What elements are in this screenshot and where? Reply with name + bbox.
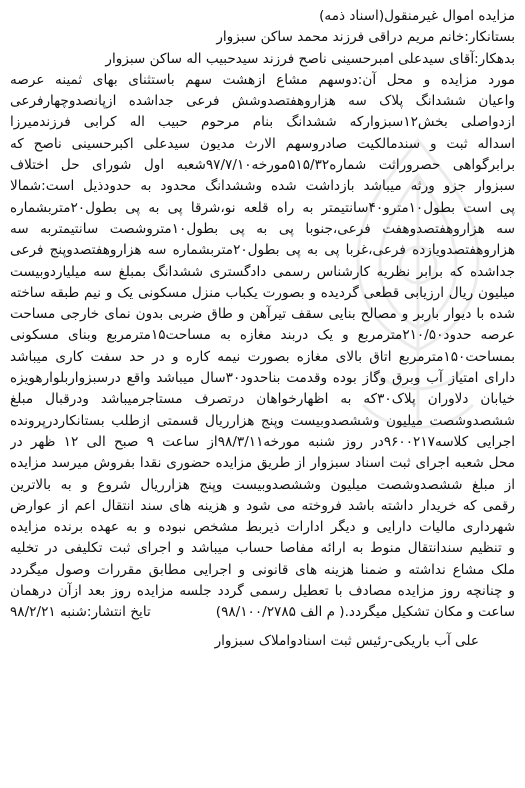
body-line: رقمی که خریدار داشته باشد فروخته می شود و هزینه های سند انتقال اعم از عوارض (10, 497, 515, 514)
body-line: واعیان ششدانگ پلاک سه هزاروهفتصدوشش فرعی جداشده ازپانصدوچهارفرعی (10, 93, 515, 110)
closing-text: ساعت و مکان تشکیل میگردد.( م الف ۹۸/۱۰۰/۲۷۸۵) (215, 604, 515, 621)
body-line: سبزوار جزو ورثه میباشد بازداشت شده وششدانگ محدود به حدودذیل است:شمالا (10, 178, 515, 195)
body-line: سه هزاروهفتصدوهفت فرعی،جنوبا پی به پی بطول۱۰متروشصت سانتیمتربه سه (10, 220, 515, 237)
body-line: اسداله ثبت و سندمالکیت صادروسهم الارث مدیون سیدعلی اکبرحسینی ناصح که (10, 135, 515, 152)
body-line: ازدواصلی بخش۱۲سبزوارکه ششدانگ بنام مرحوم حبیب اله کرابی فرزندمیرزا (10, 114, 515, 131)
publish-date: تایخ انتشار:شنبه ۹۸/۲/۲۱ (10, 604, 151, 621)
debtor-line: بدهکار:آقای سیدعلی امبرحسینی ناصح فرزند سیدحبیب اله ساکن سبزوار (105, 50, 515, 67)
body-line: ششصدوشصت میلیون وششصدوبیست وپنج هزارریال قسمتی ازطلب بستانکاردرپرونده (10, 412, 515, 429)
body-line: اجرایی کلاسه۹۶۰۰۲۱۷در روز شنبه مورخه۹۸/۳/۱۱از ساعت ۹ صبح الی ۱۲ ظهر در (10, 433, 515, 450)
body-line: عرصه حدود۲۱۰/۵۰مترمربع و یک دربند مغازه به مساحت۱۵مترمربع وبنای مسکونی (10, 327, 515, 344)
body-line: بمساحت۱۵۰مترمربع اتاق بالای مغازه بصورت نیمه کاره و در حد سفت کاری میباشد (10, 348, 515, 365)
body-line: میلیون ریال ارزیابی قطعی گردیده و بصورت یکباب منزل مسکونی یک و نیم طبقه ساخته (10, 284, 515, 301)
body-line: مورد مزایده و محل آن:دوسهم مشاع ازهشت سهم باستثنای بهای ثمینه عرصه (10, 71, 515, 88)
body-line: از مبلغ ششصدوشصت میلیون وششصدوبیست وپنج هزارریال شروع و به بالاترین (10, 476, 515, 493)
body-line: و چنانچه روز مزایده مصادف با تعطیل رسمی گردد جلسه مزایده روز بعد ازآن درهمان (10, 583, 515, 600)
body-line: جداشده که برابر نظریه کارشناس رسمی دادگستری ششدانگ بمبلغ سه میلیاردوبیست (10, 263, 515, 280)
body-line: دارای امتیاز آب وبرق وگاز بوده وقدمت بناحدود۳۰سال میباشد واقع درسبزواربلوارهویزه (10, 370, 515, 387)
body-line: پی است بطول۱۰مترو۴۰سانتیمتر به راه قلعه نو،شرقا پی به پی بطول۲۰متربشماره (10, 199, 515, 216)
body-line: و تنظیم سندانتقال منوط به ارائه مفاصا حساب میباشد و اجرای ثبت تکلیفی در تخلیه (10, 540, 515, 557)
closing-row (10, 602, 515, 623)
body-line: محل شعبه اجرای ثبت اسناد سبزوار از طریق مزایده حضوری نقدا بفروش میرسد مزایده (10, 455, 515, 472)
signature-line: علی آب باریکی-رئیس ثبت اسنادواملاک سبزوار (214, 632, 479, 649)
body-line: ملک مشاع نداشته و ضمنا هزینه های قانونی و اجرایی مطابق مقررات وصول میگردد (10, 561, 515, 578)
notice-title: مزایده اموال غیرمنقول(اسناد ذمه) (319, 8, 515, 24)
body-line: هزاروهفتصدویازده فرعی،غربا پی به پی بطول۲۰متربشماره سه هزاروهفتصدوپنج فرعی (10, 242, 515, 259)
body-line: شهرداری مالیات دارایی و دیگر ادارات ذیربط مشخص نبوده و به عهده برنده مزایده (10, 519, 515, 536)
body-line: خیابان دلاوران پلاک۳۰که به اظهارخواهان درتصرف مستاجرمیباشد ودرقبال مبلغ (10, 391, 515, 408)
body-line: برابرگواهی حصروراثت شماره۵۱۵/۳۲مورخه۹۷/۷/۱۰شعبه اول شورای حل اختلاف (10, 157, 515, 174)
creditor-line: بستانکار:خانم مریم دراقی فرزند محمد ساکن سبزوار (216, 29, 515, 46)
body-line: شده با دیوار باربر و مصالح بنایی سقف تیرآهن و طاق ضربی بدون نمای خارجی مساحت (10, 306, 515, 323)
